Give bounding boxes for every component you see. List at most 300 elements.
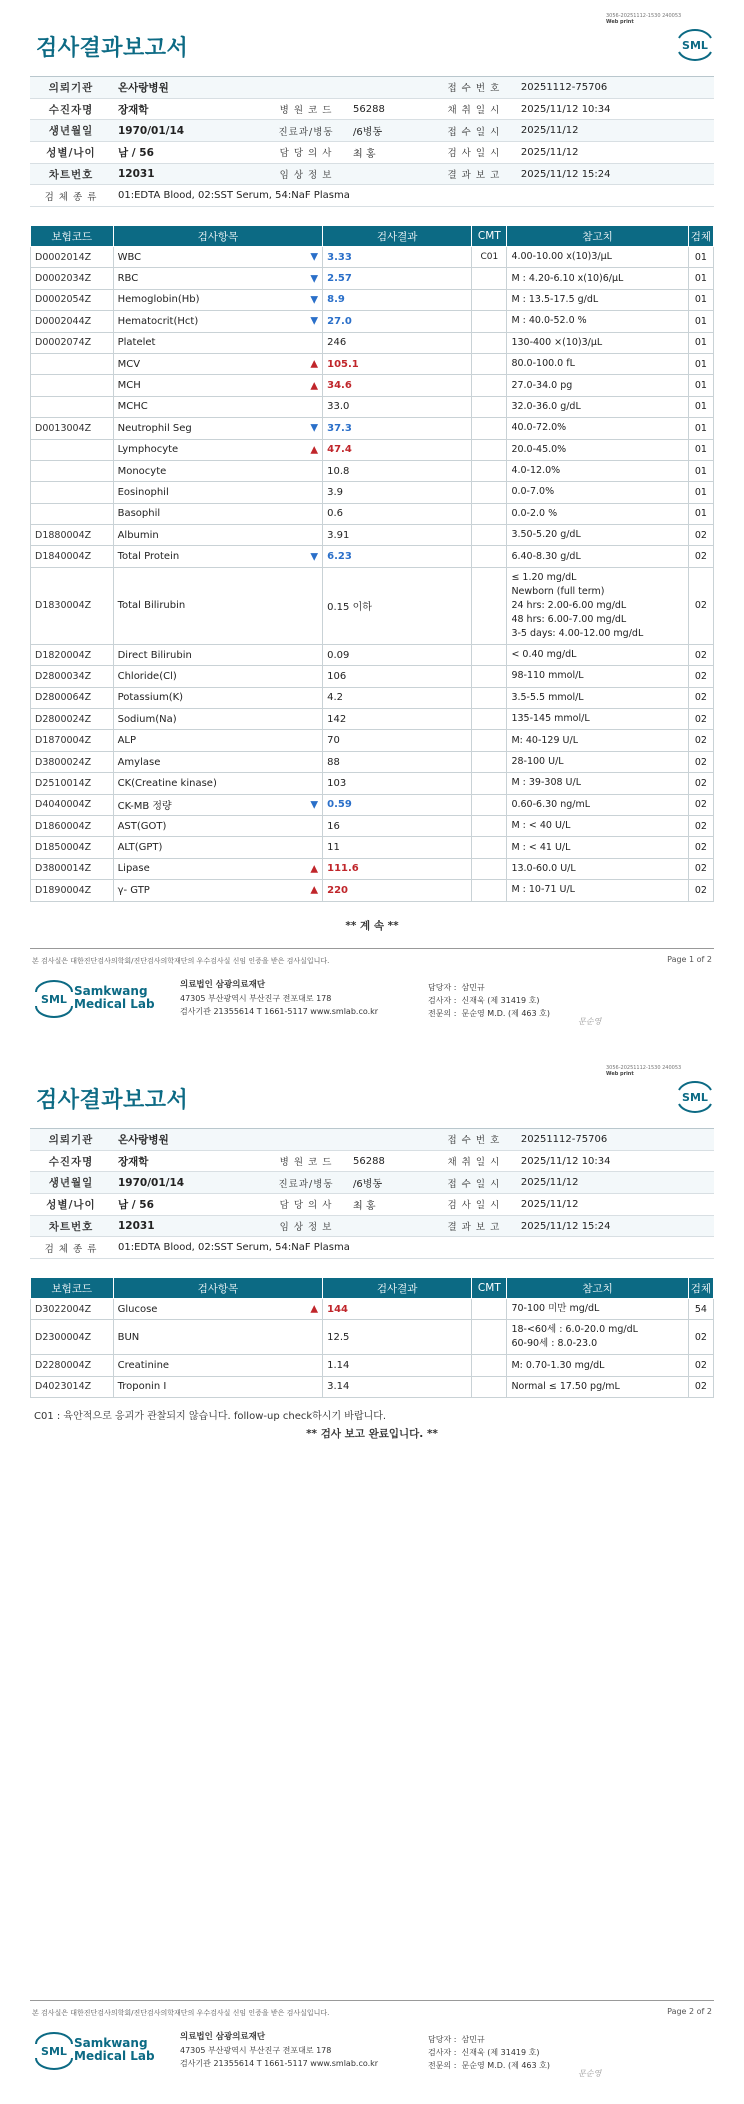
test-name-text: Glucose: [117, 1303, 158, 1315]
test-name: [113, 794, 323, 815]
test-code: [31, 880, 114, 901]
test-result: [323, 311, 472, 332]
test-code: [31, 666, 114, 687]
staff2-value: 신재욱 (제 31419 호): [461, 2048, 540, 2057]
test-name: [113, 418, 323, 439]
patient-label: 수진자명: [30, 98, 112, 120]
test-name: [113, 1376, 323, 1397]
certification-text: 본 검사실은 대한진단검사의학회/진단검사의학재단의 우수검사실 신임 인증을 받은 검사실입니다.: [32, 957, 330, 965]
test-name-text: BUN: [117, 1331, 140, 1343]
test-result: [323, 709, 472, 730]
reference-range: [507, 482, 688, 503]
reference-range-text: M : < 40 U/L: [511, 820, 571, 832]
test-code: [31, 546, 114, 567]
reference-range-text: 4.0-12.0%: [511, 465, 561, 477]
page-number: Page 1 of 2: [667, 955, 712, 964]
test-name: [113, 1355, 323, 1376]
test-comment: [472, 858, 507, 879]
specimen-code-text: 02: [694, 1360, 707, 1372]
signature: 문순영: [578, 1017, 602, 1026]
test-comment: [472, 837, 507, 858]
institution-value: 온사랑병원: [112, 1129, 433, 1151]
test-code: [31, 567, 114, 644]
test-name-text: Neutrophil Seg: [117, 422, 192, 434]
hospital-code-label: 병 원 코 드: [265, 1150, 347, 1172]
specimen-code-text: 01: [694, 465, 707, 477]
result-row: [31, 482, 714, 503]
test-name-text: Amylase: [117, 756, 161, 768]
specimen-code: [688, 439, 713, 460]
hospital-code-value: 56288: [347, 1150, 433, 1172]
reference-range: [507, 751, 688, 772]
test-result-text: 16: [327, 820, 340, 832]
specimen-code: [688, 1376, 713, 1397]
receipt-no-label: 접 수 번 호: [433, 1129, 515, 1151]
result-row: [31, 709, 714, 730]
test-result-text: 0.6: [327, 508, 344, 520]
col-ref: 참고치: [507, 1278, 688, 1299]
test-code: [31, 311, 114, 332]
test-comment: [472, 332, 507, 353]
reference-range: [507, 1376, 688, 1397]
receipt-date-value: 2025/11/12: [515, 120, 714, 142]
result-row: [31, 311, 714, 332]
specimen-code: [688, 418, 713, 439]
test-result-text: 37.3: [327, 422, 352, 434]
result-row: [31, 439, 714, 460]
test-result-text: 12.5: [327, 1331, 350, 1343]
specimen-value: 01:EDTA Blood, 02:SST Serum, 54:NaF Plasma: [112, 185, 714, 207]
test-name: [113, 751, 323, 772]
collect-label: 채 취 일 시: [433, 98, 515, 120]
hospital-code-label: 병 원 코 드: [265, 98, 347, 120]
receipt-no-value: 20251112-75706: [515, 1129, 714, 1151]
reference-range: [507, 396, 688, 417]
reference-range-text: 18-<60세 : 6.0-20.0 mg/dL 60-90세 : 8.0-23.0: [511, 1324, 638, 1350]
result-row: [31, 730, 714, 751]
reference-range-text: ≤ 1.20 mg/dL Newborn (full term) 24 hrs: 2.00-6.00 mg/dL 48 hrs: 6.00-7.00 mg/dL 3-5 days: 4.00-12.00 mg/dL: [511, 571, 644, 639]
svg-text:SML: SML: [41, 993, 67, 1006]
test-code-text: D0002014Z: [35, 251, 92, 263]
result-row: [31, 289, 714, 310]
test-code: [31, 247, 114, 268]
reference-range-text: 98-110 mmol/L: [511, 670, 584, 682]
test-comment: [472, 353, 507, 374]
test-name: [113, 687, 323, 708]
specimen-code: [688, 773, 713, 794]
test-code-text: D1870004Z: [35, 735, 92, 747]
receipt-date-label: 접 수 일 시: [433, 1172, 515, 1194]
collect-value: 2025/11/12 10:34: [515, 98, 714, 120]
test-comment: [472, 1320, 507, 1355]
reference-range-text: 27.0-34.0 pg: [511, 379, 573, 391]
test-result-text: 0.09: [327, 649, 350, 661]
test-name-text: Total Bilirubin: [117, 600, 186, 612]
result-row: [31, 751, 714, 772]
reference-range: [507, 709, 688, 730]
specimen-code-text: 02: [694, 863, 707, 875]
specimen-code: [688, 525, 713, 546]
test-code-text: D1850004Z: [35, 842, 92, 854]
test-result-text: 1.14: [327, 1360, 350, 1372]
footer-staff: [428, 2033, 550, 2072]
test-result: [323, 751, 472, 772]
doctor-label: 담 당 의 사: [265, 1194, 347, 1216]
test-comment: [472, 439, 507, 460]
test-result-text: 27.0: [327, 315, 352, 327]
test-result-text: 106: [327, 670, 347, 682]
patient-info-table: [30, 76, 714, 207]
low-flag-icon: ▼: [310, 422, 319, 434]
test-code: [31, 687, 114, 708]
reference-range-text: 32.0-36.0 g/dL: [511, 400, 581, 412]
test-code-text: D2800064Z: [35, 692, 92, 704]
dob-label: 생년월일: [30, 120, 112, 142]
contact-line: 검사기관 21355614 T 1661-5117 www.smlab.co.kr: [180, 1007, 379, 1016]
test-result: [323, 1320, 472, 1355]
results-table: [30, 1277, 714, 1398]
logo-text: SML: [682, 1091, 708, 1104]
test-result: [323, 837, 472, 858]
test-code: [31, 1320, 114, 1355]
clinical-value: [347, 1215, 433, 1237]
specimen-code: [688, 546, 713, 567]
reference-range-text: M: 0.70-1.30 mg/dL: [511, 1359, 605, 1371]
test-name-text: Albumin: [117, 529, 159, 541]
document-id-number: 3056-20251112-1530 240053: [606, 1065, 682, 1071]
brand-name: [74, 985, 155, 1011]
test-result: [323, 418, 472, 439]
low-flag-icon: ▼: [310, 273, 319, 285]
document-id-number: 3056-20251112-1530 240053: [606, 13, 682, 19]
sml-logo-icon: [675, 1080, 715, 1114]
low-flag-icon: ▼: [310, 551, 319, 563]
low-flag-icon: ▼: [310, 799, 319, 811]
patient-info-table: [30, 1128, 714, 1259]
staff3-value: 문순영 M.D. (제 463 호): [461, 2061, 551, 2070]
test-name: [113, 567, 323, 644]
specimen-code-text: 01: [694, 337, 707, 349]
test-date-label: 검 사 일 시: [433, 142, 515, 164]
test-code-text: D1860004Z: [35, 820, 92, 832]
collect-value: 2025/11/12 10:34: [515, 1150, 714, 1172]
test-comment: [472, 525, 507, 546]
test-code: [31, 837, 114, 858]
result-row: [31, 546, 714, 567]
reference-range-text: 40.0-72.0%: [511, 422, 567, 434]
test-comment: [472, 1355, 507, 1376]
result-row: [31, 503, 714, 524]
specimen-code-text: 01: [694, 508, 707, 520]
specimen-code: [688, 880, 713, 901]
result-row: [31, 687, 714, 708]
clinical-label: 임 상 정 보: [265, 1215, 347, 1237]
report-label: 결 과 보 고: [433, 163, 515, 185]
staff2-label: 검사자 :: [428, 996, 457, 1005]
reference-range: [507, 644, 688, 665]
certification-text: 본 검사실은 대한진단검사의학회/진단검사의학재단의 우수검사실 신임 인증을 받은 검사실입니다.: [32, 2009, 330, 2017]
chart-label: 차트번호: [30, 1215, 112, 1237]
specimen-code-text: 01: [694, 294, 707, 306]
low-flag-icon: ▼: [310, 294, 319, 306]
reference-range: [507, 503, 688, 524]
col-code: 보험코드: [31, 226, 114, 247]
reference-range-text: M : 40.0-52.0 %: [511, 315, 587, 327]
address-line: 47305 부산광역시 부산진구 전포대로 178: [180, 2046, 332, 2055]
test-code: [31, 418, 114, 439]
test-code-text: D0002044Z: [35, 315, 92, 327]
reference-range-text: M : 13.5-17.5 g/dL: [511, 293, 599, 305]
result-row: [31, 1320, 714, 1355]
specimen-code: [688, 247, 713, 268]
test-result: [323, 666, 472, 687]
reference-range: [507, 375, 688, 396]
reference-range-text: 3.5-5.5 mmol/L: [511, 691, 584, 703]
specimen-code: [688, 503, 713, 524]
test-result: [323, 773, 472, 794]
reference-range: [507, 794, 688, 815]
reference-range: [507, 1299, 688, 1320]
test-comment: [472, 289, 507, 310]
reference-range: [507, 332, 688, 353]
test-name-text: γ- GTP: [117, 884, 150, 896]
test-name-text: MCV: [117, 358, 141, 370]
test-code: [31, 794, 114, 815]
brand-name: [74, 2037, 155, 2063]
document-id: [606, 1065, 686, 1077]
specimen-code: [688, 644, 713, 665]
staff3-value: 문순영 M.D. (제 463 호): [461, 1009, 551, 1018]
test-comment: [472, 880, 507, 901]
test-comment: [472, 503, 507, 524]
reference-range: [507, 546, 688, 567]
reference-range: [507, 880, 688, 901]
test-comment: [472, 644, 507, 665]
test-code-text: D3022004Z: [35, 1303, 92, 1315]
document-mark: Web print: [606, 19, 634, 25]
specimen-code: [688, 375, 713, 396]
test-result: [323, 1355, 472, 1376]
test-name: [113, 1299, 323, 1320]
test-result-text: 4.2: [327, 692, 344, 704]
test-name-text: Monocyte: [117, 465, 167, 477]
specimen-code: [688, 858, 713, 879]
test-code-text: D3800024Z: [35, 756, 92, 768]
receipt-date-value: 2025/11/12: [515, 1172, 714, 1194]
test-name: [113, 525, 323, 546]
chart-value: 12031: [112, 1215, 265, 1237]
test-code-text: D2800034Z: [35, 670, 92, 682]
result-row: [31, 644, 714, 665]
test-comment: [472, 1299, 507, 1320]
reference-range: [507, 247, 688, 268]
specimen-label: 검 체 종 류: [30, 1237, 112, 1259]
test-result-text: 33.0: [327, 401, 350, 413]
result-row: [31, 837, 714, 858]
test-code: [31, 268, 114, 289]
institution-label: 의뢰기관: [30, 77, 112, 99]
low-flag-icon: ▼: [310, 315, 319, 327]
result-row: [31, 353, 714, 374]
test-name: [113, 644, 323, 665]
test-name: [113, 709, 323, 730]
staff1-label: 담당자 :: [428, 2035, 457, 2044]
test-result-text: 3.14: [327, 1381, 350, 1393]
result-row: [31, 880, 714, 901]
sex-age-value: 남 / 56: [112, 142, 265, 164]
test-code: [31, 1355, 114, 1376]
col-lab: 검체: [688, 1278, 713, 1299]
specimen-code: [688, 837, 713, 858]
footer-divider: [30, 948, 714, 949]
test-comment: [472, 709, 507, 730]
dept-value: /6병동: [347, 120, 433, 142]
test-name: [113, 460, 323, 481]
test-code-text: D1830004Z: [35, 600, 92, 612]
patient-value: 장재학: [112, 98, 265, 120]
result-row: [31, 525, 714, 546]
reference-range: [507, 289, 688, 310]
test-name: [113, 332, 323, 353]
col-cmt: CMT: [472, 1278, 507, 1299]
test-result: [323, 815, 472, 836]
test-name: [113, 396, 323, 417]
result-row: [31, 268, 714, 289]
test-result: [323, 1376, 472, 1397]
test-code: [31, 709, 114, 730]
test-name: [113, 503, 323, 524]
specimen-code-text: 02: [694, 884, 707, 896]
clinical-value: [347, 163, 433, 185]
reference-range: [507, 687, 688, 708]
test-result-text: 3.9: [327, 486, 344, 498]
specimen-code-text: 02: [694, 529, 707, 541]
reference-range-text: 3.50-5.20 g/dL: [511, 529, 581, 541]
staff1-value: 삼민규: [461, 2035, 485, 2044]
test-name-text: Total Protein: [117, 551, 180, 563]
doctor-label: 담 당 의 사: [265, 142, 347, 164]
specimen-code: [688, 289, 713, 310]
specimen-code: [688, 751, 713, 772]
reference-range: [507, 730, 688, 751]
test-code: [31, 332, 114, 353]
col-result: 검사결과: [323, 226, 472, 247]
staff2-value: 신재욱 (제 31419 호): [461, 996, 540, 1005]
report-page-2: [0, 1052, 744, 2104]
reference-range: [507, 1355, 688, 1376]
specimen-code-text: 02: [694, 820, 707, 832]
test-comment: [472, 730, 507, 751]
result-row: [31, 815, 714, 836]
test-code: [31, 396, 114, 417]
result-row: [31, 1355, 714, 1376]
low-flag-icon: ▼: [310, 251, 319, 263]
specimen-value: 01:EDTA Blood, 02:SST Serum, 54:NaF Plasma: [112, 1237, 714, 1259]
specimen-code: [688, 1299, 713, 1320]
result-row: [31, 396, 714, 417]
test-result: [323, 482, 472, 503]
test-result: [323, 525, 472, 546]
receipt-no-label: 접 수 번 호: [433, 77, 515, 99]
test-comment: [472, 247, 507, 268]
specimen-code: [688, 1355, 713, 1376]
specimen-code-text: 01: [694, 444, 707, 456]
col-code: 보험코드: [31, 1278, 114, 1299]
reference-range: [507, 815, 688, 836]
result-row: [31, 666, 714, 687]
test-result-text: 2.57: [327, 273, 352, 285]
staff3-label: 전문의 :: [428, 1009, 457, 1018]
high-flag-icon: ▲: [310, 884, 319, 896]
footer-divider: [30, 2000, 714, 2001]
results-body: [31, 1299, 714, 1398]
test-comment: [472, 546, 507, 567]
dob-value: 1970/01/14: [112, 1172, 265, 1194]
test-result-text: 105.1: [327, 358, 359, 370]
test-code: [31, 730, 114, 751]
specimen-code: [688, 482, 713, 503]
reference-range-text: 0.0-2.0 %: [511, 507, 558, 519]
dob-label: 생년월일: [30, 1172, 112, 1194]
specimen-code-text: 02: [694, 551, 707, 563]
specimen-code-text: 01: [694, 486, 707, 498]
patient-label: 수진자명: [30, 1150, 112, 1172]
test-result: [323, 858, 472, 879]
test-code: [31, 525, 114, 546]
reference-range-text: 0.60-6.30 ng/mL: [511, 798, 591, 810]
specimen-code-text: 02: [694, 1381, 707, 1393]
test-date-value: 2025/11/12: [515, 142, 714, 164]
test-code-text: D0002074Z: [35, 337, 92, 349]
specimen-code: [688, 730, 713, 751]
test-name-text: Basophil: [117, 508, 161, 520]
specimen-code-text: 02: [694, 777, 707, 789]
test-date-value: 2025/11/12: [515, 1194, 714, 1216]
test-comment: [472, 815, 507, 836]
high-flag-icon: ▲: [310, 444, 319, 456]
reference-range: [507, 1320, 688, 1355]
address-line: 47305 부산광역시 부산진구 전포대로 178: [180, 994, 332, 1003]
test-comment: [472, 482, 507, 503]
reference-range-text: 6.40-8.30 g/dL: [511, 550, 581, 562]
specimen-code: [688, 794, 713, 815]
reference-range: [507, 837, 688, 858]
specimen-code: [688, 332, 713, 353]
test-name-text: Direct Bilirubin: [117, 649, 192, 661]
test-result: [323, 247, 472, 268]
test-name-text: MCHC: [117, 401, 148, 413]
specimen-label: 검 체 종 류: [30, 185, 112, 207]
test-result: [323, 794, 472, 815]
specimen-code: [688, 687, 713, 708]
col-item: 검사항목: [113, 1278, 323, 1299]
staff1-value: 삼민규: [461, 983, 485, 992]
dept-label: 진료과/병동: [265, 120, 347, 142]
specimen-code: [688, 268, 713, 289]
test-comment: [472, 418, 507, 439]
test-code-text: D4040004Z: [35, 799, 92, 811]
test-result: [323, 332, 472, 353]
specimen-code-text: 02: [694, 670, 707, 682]
brand-line-2: Medical Lab: [74, 2049, 155, 2063]
test-result: [323, 375, 472, 396]
footer-staff: [428, 981, 550, 1020]
brand-line-1: Samkwang: [74, 984, 148, 998]
comment-note: C01 : 육안적으로 응괴가 관찰되지 않습니다. follow-up check하시기 바랍니다.: [34, 1411, 387, 1422]
test-code: [31, 815, 114, 836]
test-code: [31, 858, 114, 879]
reference-range-text: M : < 41 U/L: [511, 841, 571, 853]
